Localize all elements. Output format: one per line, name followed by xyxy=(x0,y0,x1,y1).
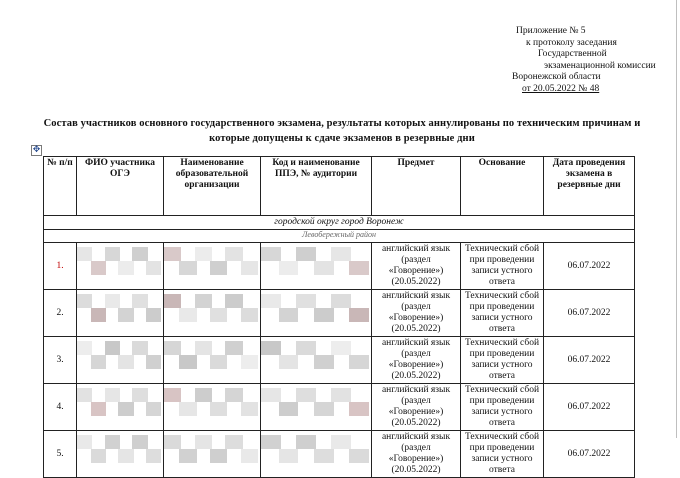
redaction-block xyxy=(331,247,351,261)
redaction-block xyxy=(118,355,133,369)
appendix-line: Государственной xyxy=(538,49,607,59)
redaction-block xyxy=(132,435,147,449)
redaction-blur xyxy=(261,337,371,377)
participants-table xyxy=(43,156,635,478)
header-org: Наименование образовательной организации xyxy=(164,157,261,216)
redaction-block xyxy=(314,261,334,275)
subject-cell: английский язык (раздел «Говорение») (20.05.2022) xyxy=(372,337,461,384)
redacted-org xyxy=(164,290,261,337)
header-date: Дата проведения экзамена в резервные дни xyxy=(544,157,635,216)
redacted-ppe xyxy=(261,384,372,431)
redaction-block xyxy=(77,388,92,402)
document-title: Состав участников основного государственного экзамена, результаты которых аннулированы по техническим причинам и которые допущены к сдаче экзаменов в резервные дни xyxy=(43,118,641,144)
redaction-block xyxy=(225,341,242,355)
redaction-block xyxy=(225,388,242,402)
redaction-blur xyxy=(164,290,260,330)
redaction-block xyxy=(349,402,369,416)
redaction-block xyxy=(225,435,242,449)
redaction-block xyxy=(195,435,212,449)
redaction-block xyxy=(179,355,196,369)
header-subject: Предмет xyxy=(372,157,461,216)
redaction-block xyxy=(279,355,299,369)
redaction-block xyxy=(164,294,181,308)
redaction-block xyxy=(179,261,196,275)
redaction-block xyxy=(331,341,351,355)
table-row xyxy=(44,243,635,290)
redaction-block xyxy=(195,388,212,402)
redaction-block xyxy=(179,308,196,322)
redaction-block xyxy=(296,341,316,355)
redaction-block xyxy=(105,247,120,261)
header-ppe: Код и наименование ППЭ, № аудитории xyxy=(261,157,372,216)
reserve-date-cell: 06.07.2022 xyxy=(544,384,635,431)
redaction-block xyxy=(164,341,181,355)
redaction-block xyxy=(91,261,106,275)
redaction-block xyxy=(146,449,161,463)
reserve-date-cell: 06.07.2022 xyxy=(544,290,635,337)
redaction-blur xyxy=(261,431,371,471)
redaction-block xyxy=(195,341,212,355)
redaction-block xyxy=(77,247,92,261)
redaction-block xyxy=(118,449,133,463)
redaction-block xyxy=(146,261,161,275)
redaction-block xyxy=(118,261,133,275)
redaction-blur xyxy=(77,290,163,330)
redaction-block xyxy=(241,308,258,322)
redaction-block xyxy=(132,294,147,308)
redaction-block xyxy=(210,355,227,369)
redaction-block xyxy=(91,355,106,369)
redaction-block xyxy=(164,435,181,449)
redaction-block xyxy=(331,435,351,449)
redaction-block xyxy=(349,261,369,275)
redacted-fio xyxy=(77,243,164,290)
subject-cell: английский язык (раздел «Говорение») (20.05.2022) xyxy=(372,431,461,478)
redaction-block xyxy=(132,247,147,261)
reason-cell: Технический сбой при проведении записи устного ответа xyxy=(461,337,544,384)
redaction-block xyxy=(210,261,227,275)
redaction-block xyxy=(261,388,281,402)
redaction-block xyxy=(105,294,120,308)
redaction-blur xyxy=(77,243,163,283)
redacted-fio xyxy=(77,384,164,431)
redaction-block xyxy=(296,294,316,308)
appendix-line: от 20.05.2022 № 48 xyxy=(522,83,600,94)
redaction-blur xyxy=(77,431,163,471)
appendix-header xyxy=(512,26,672,95)
redaction-block xyxy=(146,308,161,322)
redaction-block xyxy=(241,355,258,369)
subject-cell: английский язык (раздел «Говорение») (20.05.2022) xyxy=(372,384,461,431)
reserve-date-cell: 06.07.2022 xyxy=(544,431,635,478)
appendix-line: Воронежской области xyxy=(512,72,601,82)
reserve-date-cell: 06.07.2022 xyxy=(544,243,635,290)
redacted-org xyxy=(164,243,261,290)
header-reason: Основание xyxy=(461,157,544,216)
redaction-block xyxy=(210,308,227,322)
redaction-block xyxy=(279,402,299,416)
redaction-blur xyxy=(261,243,371,283)
redaction-block xyxy=(77,294,92,308)
redaction-block xyxy=(314,402,334,416)
redaction-blur xyxy=(77,384,163,424)
redacted-fio xyxy=(77,337,164,384)
reason-cell: Технический сбой при проведении записи устного ответа xyxy=(461,431,544,478)
redaction-block xyxy=(279,261,299,275)
reason-cell: Технический сбой при проведении записи устного ответа xyxy=(461,384,544,431)
section-row xyxy=(44,216,635,230)
redaction-block xyxy=(179,449,196,463)
redaction-block xyxy=(279,308,299,322)
redacted-ppe xyxy=(261,337,372,384)
redaction-block xyxy=(91,402,106,416)
redaction-block xyxy=(146,402,161,416)
redacted-org xyxy=(164,384,261,431)
redaction-blur xyxy=(164,431,260,471)
redaction-block xyxy=(296,435,316,449)
redaction-blur xyxy=(164,337,260,377)
row-number: 2. xyxy=(44,290,77,337)
redaction-block xyxy=(349,308,369,322)
redaction-block xyxy=(164,388,181,402)
appendix-line: к протоколу заседания xyxy=(526,37,617,48)
subsection-row xyxy=(44,230,635,243)
row-number: 1. xyxy=(44,243,77,290)
reason-cell: Технический сбой при проведении записи устного ответа xyxy=(461,290,544,337)
redaction-block xyxy=(118,308,133,322)
subsection-label: Левобережный район xyxy=(44,230,635,243)
redaction-blur xyxy=(164,243,260,283)
redaction-block xyxy=(241,402,258,416)
redaction-block xyxy=(331,294,351,308)
table-row xyxy=(44,290,635,337)
redaction-block xyxy=(132,388,147,402)
appendix-line: экзаменационной комиссии xyxy=(544,60,656,71)
redaction-block xyxy=(261,247,281,261)
redaction-block xyxy=(77,435,92,449)
redaction-block xyxy=(241,449,258,463)
redaction-block xyxy=(331,388,351,402)
table-row xyxy=(44,384,635,431)
redaction-block xyxy=(210,449,227,463)
section-label: городской округ город Воронеж xyxy=(44,216,635,230)
redaction-blur xyxy=(261,384,371,424)
redaction-block xyxy=(132,341,147,355)
redaction-block xyxy=(349,355,369,369)
redaction-block xyxy=(210,402,227,416)
redacted-fio xyxy=(77,290,164,337)
redaction-block xyxy=(241,261,258,275)
redaction-block xyxy=(195,247,212,261)
redaction-block xyxy=(91,449,106,463)
redaction-blur xyxy=(261,290,371,330)
redaction-block xyxy=(261,294,281,308)
redaction-block xyxy=(118,402,133,416)
redaction-block xyxy=(195,294,212,308)
redaction-block xyxy=(105,341,120,355)
table-row xyxy=(44,337,635,384)
appendix-line: Приложение № 5 xyxy=(516,26,586,36)
header-num: № п/п xyxy=(44,157,77,216)
redacted-org xyxy=(164,337,261,384)
row-number: 5. xyxy=(44,431,77,478)
header-fio: ФИО участника ОГЭ xyxy=(77,157,164,216)
redaction-block xyxy=(164,247,181,261)
redaction-blur xyxy=(77,337,163,377)
redaction-block xyxy=(105,388,120,402)
subject-cell: английский язык (раздел «Говорение») (20.05.2022) xyxy=(372,290,461,337)
subject-cell: английский язык (раздел «Говорение») (20.05.2022) xyxy=(372,243,461,290)
redacted-ppe xyxy=(261,290,372,337)
redaction-block xyxy=(314,449,334,463)
redaction-blur xyxy=(164,384,260,424)
redacted-ppe xyxy=(261,243,372,290)
redaction-block xyxy=(349,449,369,463)
redaction-block xyxy=(296,247,316,261)
table-move-handle-icon[interactable]: ✥ xyxy=(32,145,41,155)
redaction-block xyxy=(146,355,161,369)
redaction-block xyxy=(261,341,281,355)
redaction-block xyxy=(77,341,92,355)
redaction-block xyxy=(105,435,120,449)
redaction-block xyxy=(296,388,316,402)
redaction-block xyxy=(225,294,242,308)
redaction-block xyxy=(279,449,299,463)
redaction-block xyxy=(91,308,106,322)
redaction-block xyxy=(261,435,281,449)
reason-cell: Технический сбой при проведении записи устного ответа xyxy=(461,243,544,290)
redaction-block xyxy=(225,247,242,261)
row-number: 3. xyxy=(44,337,77,384)
table-header-row xyxy=(44,157,635,216)
row-number: 4. xyxy=(44,384,77,431)
redaction-block xyxy=(314,308,334,322)
redaction-block xyxy=(179,402,196,416)
redaction-block xyxy=(314,355,334,369)
reserve-date-cell: 06.07.2022 xyxy=(544,337,635,384)
